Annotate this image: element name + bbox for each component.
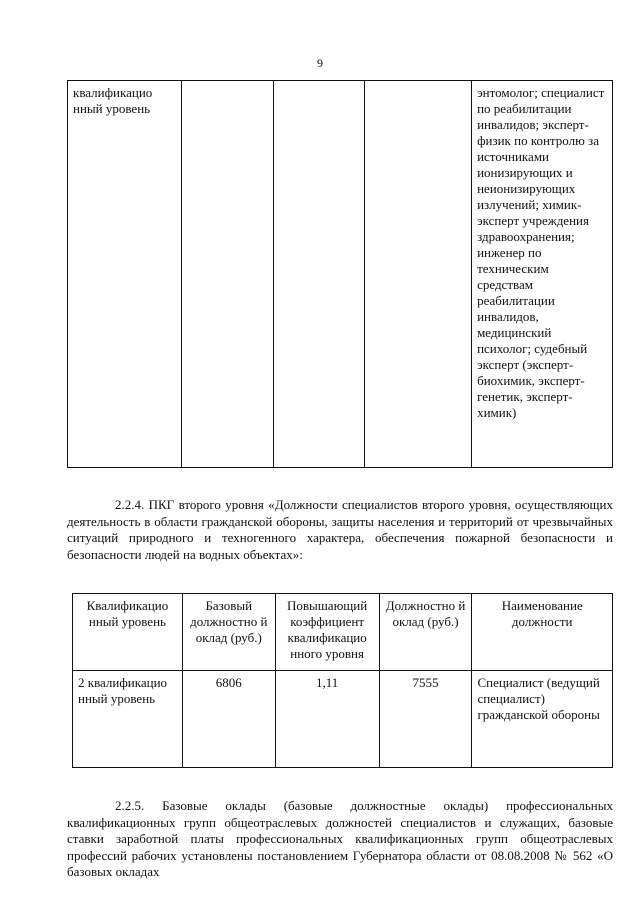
header-coefficient: Повышающий коэффициент квалификацио нного уровня [275,594,379,671]
section-2-2-4 [67,497,613,563]
table-header-row [73,594,613,671]
coefficient-cell: 1,11 [275,671,379,768]
page-number: 9 [317,56,323,70]
section-2-2-4-text: 2.2.4. ПКГ второго уровня «Должности специалистов второго уровня, осуществляющих деятельность в области гражданской обороны, защиты населения и территорий от чрезвычайных ситуаций природного и техногенного характера, обеспечения пожарной безопасности и безопасности людей на водных объектах»: [67,497,613,562]
section-2-2-5-text: 2.2.5. Базовые оклады (базовые должностные оклады) профессиональных квалификационных групп общеотраслевых должностей специалистов и служащих, базовые ставки заработной платы профессиональных квалификационных групп общеотраслевых профессий рабочих установлены постановлением Губернатора области от 08.08.2008 № 562 «О базовых окладах [67,798,613,879]
level-cell: 2 квалификацио нный уровень [73,671,183,768]
table-row [68,81,613,468]
positions-cell: энтомолог; специалист по реабилитации инвалидов; эксперт-физик по контролю за источниками ионизирующих и неионизирующих излучений; химик-эксперт учреждения здравоохранения; инженер по техническим средствам реабилитации инвалидов, медицинский психолог; судебный эксперт (эксперт-биохимик, эксперт-генетик, эксперт-химик) [472,81,613,468]
header-position: Наименование должности [472,594,613,671]
position-cell: Специалист (ведущий специалист) гражданской обороны [472,671,613,768]
coefficient-cell [273,81,365,468]
salary-cell [365,81,472,468]
section-2-2-5 [67,798,613,881]
continued-table [67,80,613,468]
header-salary: Должностно й оклад (руб.) [379,594,472,671]
base-salary-cell: 6806 [182,671,275,768]
level-cell: квалификацио нный уровень [68,81,182,468]
salary-cell: 7555 [379,671,472,768]
header-base-salary: Базовый должностно й оклад (руб.) [182,594,275,671]
header-level: Квалификацио нный уровень [73,594,183,671]
base-salary-cell [181,81,273,468]
salary-table [72,593,613,768]
table-row [73,671,613,768]
